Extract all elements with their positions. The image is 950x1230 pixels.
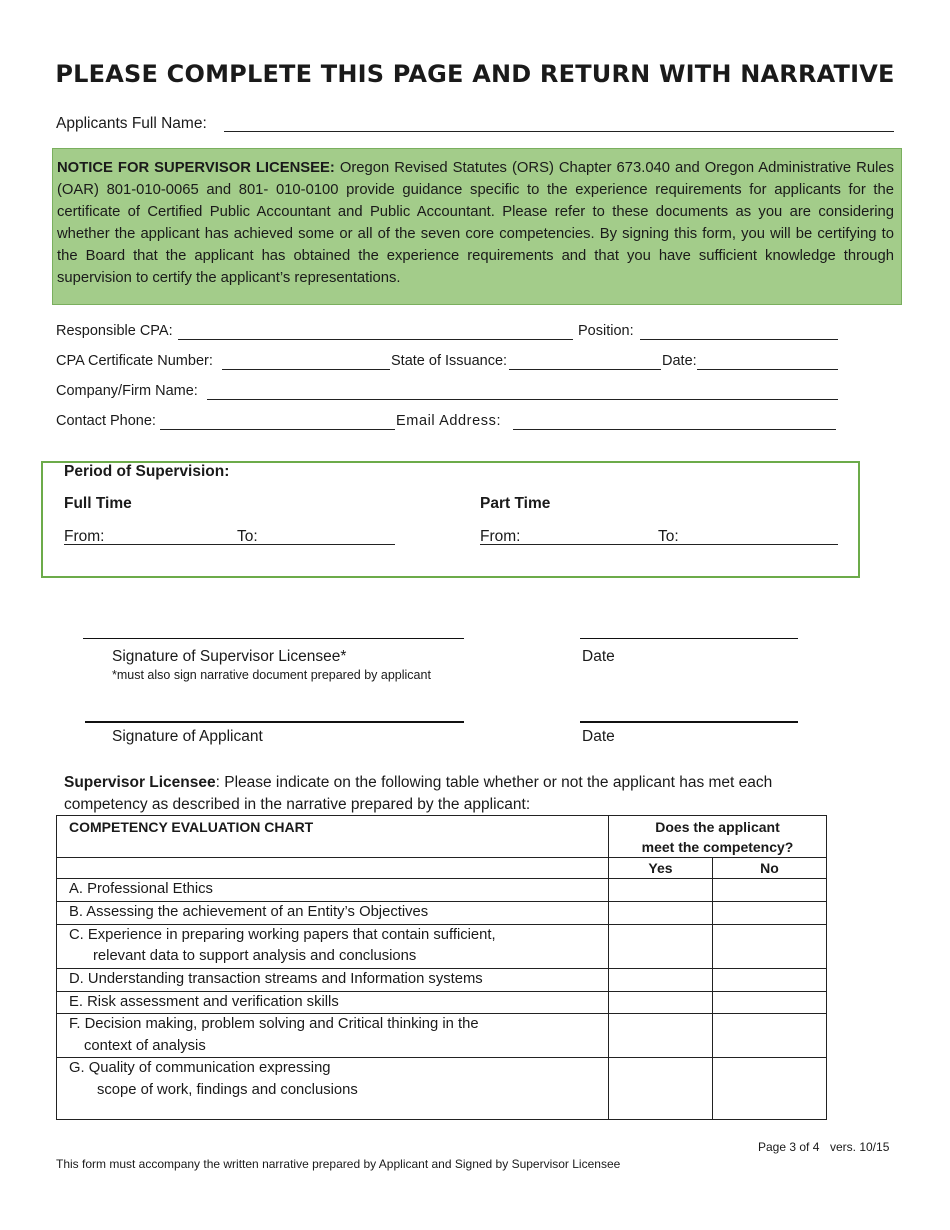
part-time-from-label: From:: [480, 528, 521, 545]
no-cell[interactable]: [713, 902, 827, 925]
state-of-issuance-field[interactable]: [509, 369, 661, 370]
email-address-label: Email Address:: [396, 413, 502, 429]
competency-label: [57, 902, 609, 925]
part-time-label: Part Time: [480, 495, 551, 512]
version: vers. 10/15: [830, 1140, 890, 1154]
supervisor-signature-line[interactable]: [83, 638, 464, 639]
chart-question-line2: meet the competency?: [641, 839, 794, 855]
competency-label: [57, 968, 609, 991]
competency-line2: scope of work, findings and conclusions: [97, 1081, 358, 1098]
date-label: Date:: [662, 353, 697, 369]
competency-line2: context of analysis: [84, 1037, 206, 1054]
instruction-text: : Please indicate on the following table whether or not the applicant has met each competency as described in the narrative prepared by the applicant:: [64, 774, 773, 813]
chart-blank-cell: [57, 858, 609, 879]
full-time-from-label: From:: [64, 528, 105, 545]
yes-cell[interactable]: [609, 924, 713, 968]
no-header: No: [713, 858, 827, 879]
competency-line1: C. Experience in preparing working papers that contain sufficient,: [69, 926, 496, 943]
full-time-to-label: To:: [237, 528, 258, 545]
applicant-date-label: Date: [582, 728, 615, 745]
competency-line1: F. Decision making, problem solving and Critical thinking in the: [69, 1016, 479, 1032]
part-time-to-label: To:: [658, 528, 679, 545]
yes-cell[interactable]: [609, 968, 713, 991]
notice-body: Oregon Revised Statutes (ORS) Chapter 673.040 and Oregon Administrative Rules (OAR) 801-010-0065 and 801- 010-0100 provide guidance specific to the experience requirements for applicants for the certificate of Certified Public Accountant and Public Accountant. Please refer to these documents as you are considering whether the applicant has achieved some or all of the seven core competencies. By signing this form, you will be certifying to the Board that the applicant has obtained the experience requirements and that you have sufficient knowledge through supervision to certify the applicant’s representations.: [57, 160, 894, 286]
no-cell[interactable]: [713, 879, 827, 902]
state-of-issuance-label: State of Issuance:: [391, 353, 508, 369]
supervisor-date-line[interactable]: [580, 638, 798, 639]
yes-header: Yes: [609, 858, 713, 879]
company-firm-name-field[interactable]: [207, 399, 838, 400]
full-time-label: Full Time: [64, 495, 132, 512]
chart-title: COMPETENCY EVALUATION CHART: [57, 816, 609, 858]
yes-cell[interactable]: [609, 991, 713, 1014]
no-cell[interactable]: [713, 1014, 827, 1058]
competency-label: [57, 1014, 609, 1058]
supervisor-date-label: Date: [582, 648, 615, 665]
table-row: [57, 1058, 827, 1120]
chart-subheader-row: [57, 858, 827, 879]
yes-cell[interactable]: [609, 879, 713, 902]
yes-cell[interactable]: [609, 902, 713, 925]
table-row: [57, 902, 827, 925]
instruction-lead: Supervisor Licensee: [64, 774, 216, 791]
yes-cell[interactable]: [609, 1014, 713, 1058]
date-field[interactable]: [697, 369, 838, 370]
competency-label: [57, 991, 609, 1014]
responsible-cpa-field[interactable]: [178, 339, 573, 340]
cpa-cert-number-label: CPA Certificate Number:: [56, 353, 213, 369]
competency-line1: A. Professional Ethics: [69, 881, 213, 897]
no-cell[interactable]: [713, 991, 827, 1014]
yes-cell[interactable]: [609, 1058, 713, 1120]
competency-evaluation-chart: [56, 815, 827, 1120]
chart-header-row: [57, 816, 827, 858]
no-cell[interactable]: [713, 924, 827, 968]
competency-label: [57, 924, 609, 968]
table-row: [57, 924, 827, 968]
no-cell[interactable]: [713, 1058, 827, 1120]
applicant-date-line[interactable]: [580, 721, 798, 723]
table-row: [57, 1014, 827, 1058]
supervisor-instruction: [64, 772, 854, 816]
competency-line1: D. Understanding transaction streams and Information systems: [69, 970, 483, 987]
contact-phone-field[interactable]: [160, 429, 395, 430]
competency-line1: E. Risk assessment and verification skills: [69, 993, 339, 1010]
competency-line1: G. Quality of communication expressing: [69, 1060, 331, 1076]
supervisor-notice: [52, 148, 902, 305]
competency-label: [57, 879, 609, 902]
cpa-cert-number-field[interactable]: [222, 369, 390, 370]
email-address-field[interactable]: [513, 429, 836, 430]
competency-line2: relevant data to support analysis and conclusions: [93, 948, 417, 964]
position-field[interactable]: [640, 339, 838, 340]
competency-line1: B. Assessing the achievement of an Entity’s Objectives: [69, 904, 429, 920]
contact-phone-label: Contact Phone:: [56, 413, 156, 429]
table-row: [57, 968, 827, 991]
company-firm-name-label: Company/Firm Name:: [56, 383, 198, 399]
applicant-name-field[interactable]: [224, 131, 894, 132]
supervisor-signature-note: *must also sign narrative document prepared by applicant: [112, 668, 431, 682]
page-title: PLEASE COMPLETE THIS PAGE AND RETURN WITH NARRATIVE: [55, 60, 895, 88]
competency-label: [57, 1058, 609, 1120]
position-label: Position:: [578, 323, 634, 339]
page-number: Page 3 of 4: [758, 1140, 820, 1154]
chart-question-line1: Does the applicant: [655, 819, 780, 835]
full-time-from-field[interactable]: [64, 544, 395, 545]
chart-question: [609, 816, 827, 858]
notice-heading: NOTICE FOR SUPERVISOR LICENSEE:: [57, 160, 335, 176]
responsible-cpa-label: Responsible CPA:: [56, 323, 173, 339]
period-title: Period of Supervision:: [64, 463, 230, 480]
footer-note: This form must accompany the written narrative prepared by Applicant and Signed by Supervisor Licensee: [56, 1157, 621, 1171]
applicant-name-label: Applicants Full Name:: [56, 115, 207, 132]
supervisor-signature-label: Signature of Supervisor Licensee*: [112, 648, 347, 665]
no-cell[interactable]: [713, 968, 827, 991]
applicant-signature-label: Signature of Applicant: [112, 728, 263, 745]
table-row: [57, 879, 827, 902]
table-row: [57, 991, 827, 1014]
applicant-signature-line[interactable]: [85, 721, 464, 723]
